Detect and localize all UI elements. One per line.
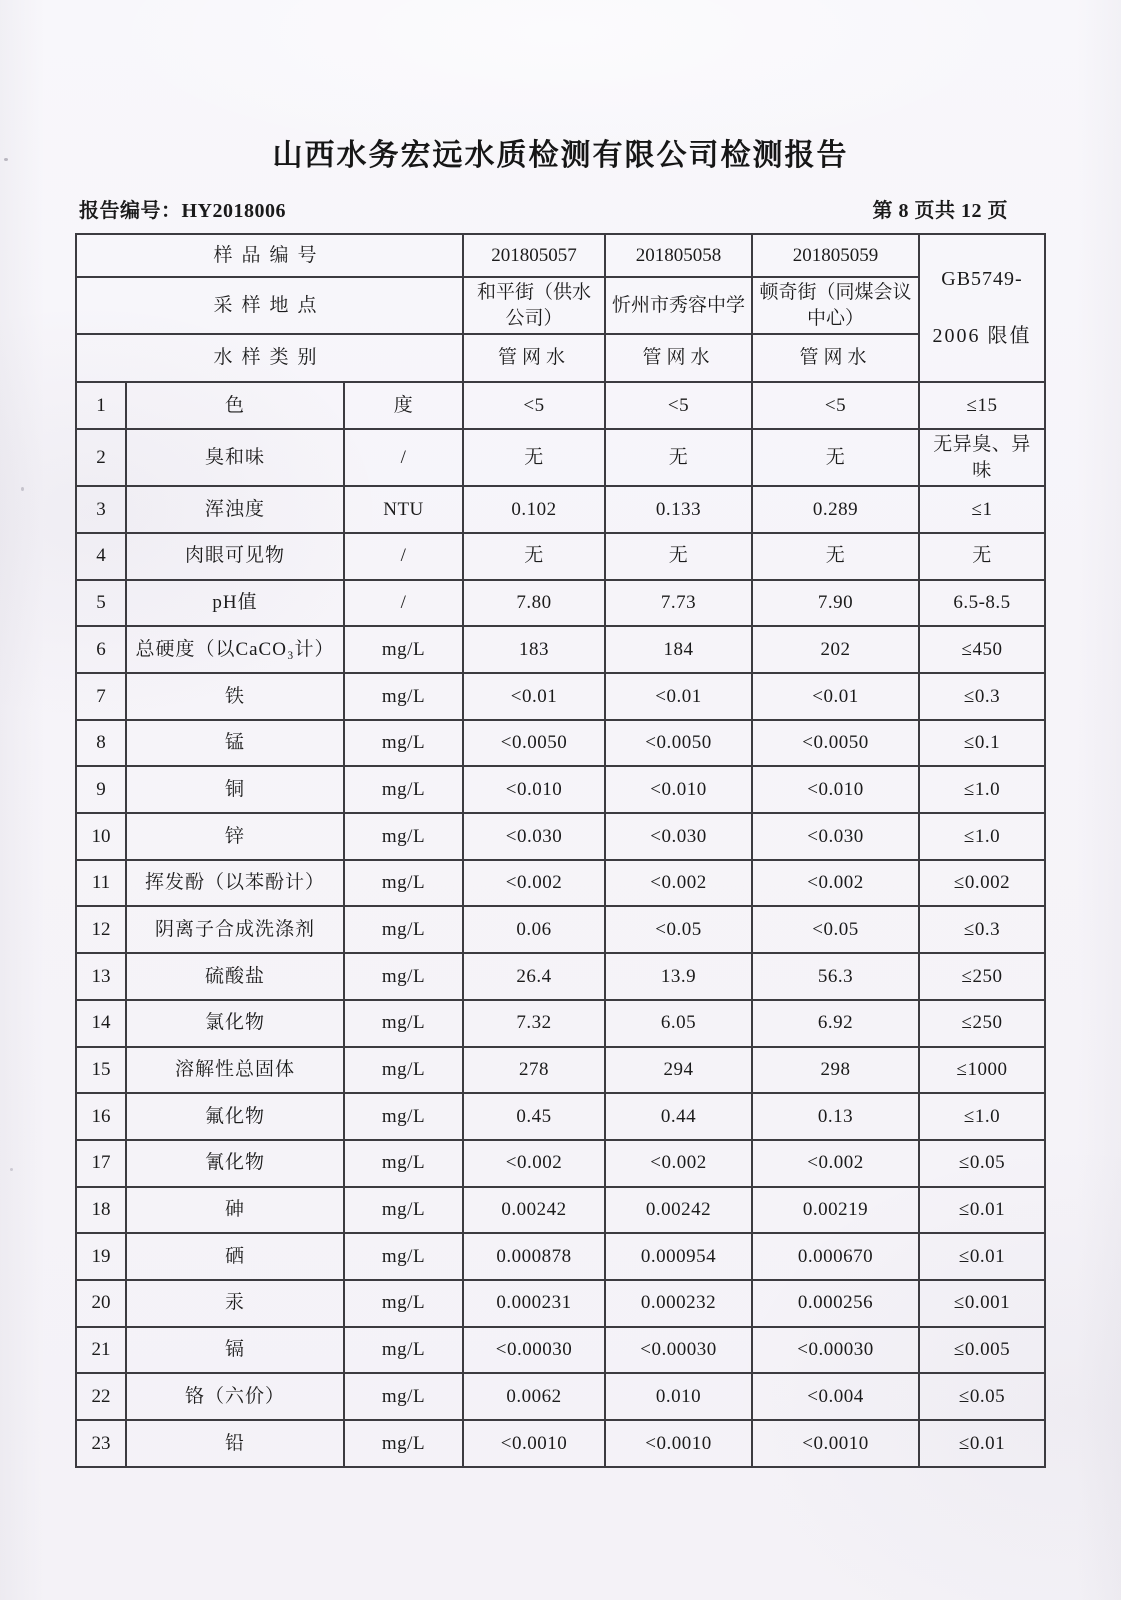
sample2-value: <0.010 bbox=[605, 766, 752, 813]
sample2-value: 0.00242 bbox=[605, 1187, 752, 1234]
sample1-value: 0.102 bbox=[463, 486, 605, 533]
limit-standard-header bbox=[919, 234, 1045, 382]
param-unit: mg/L bbox=[344, 1093, 463, 1140]
table-row bbox=[76, 860, 1045, 907]
param-name: 总硬度（以CaCO₃计） bbox=[126, 626, 344, 673]
param-unit: mg/L bbox=[344, 1233, 463, 1280]
sample3-value: <0.0010 bbox=[752, 1420, 919, 1467]
limit-value: ≤0.3 bbox=[919, 906, 1045, 953]
limit-value: ≤1 bbox=[919, 486, 1045, 533]
sample2-value: 0.000954 bbox=[605, 1233, 752, 1280]
table-row bbox=[76, 1327, 1045, 1374]
param-name: pH值 bbox=[126, 580, 344, 627]
table-row bbox=[76, 382, 1045, 429]
param-unit: / bbox=[344, 533, 463, 580]
sample2-value: 6.05 bbox=[605, 1000, 752, 1047]
sample2-value: <0.030 bbox=[605, 813, 752, 860]
sample2-value: 7.73 bbox=[605, 580, 752, 627]
sample3-value: 0.289 bbox=[752, 486, 919, 533]
scan-speck bbox=[21, 487, 24, 491]
param-name: 浑浊度 bbox=[126, 486, 344, 533]
row-number: 10 bbox=[76, 813, 126, 860]
sample3-value: <0.0050 bbox=[752, 720, 919, 767]
sample1-value: 无 bbox=[463, 533, 605, 580]
sample1-value: 无 bbox=[463, 429, 605, 486]
sample1-value: 0.000878 bbox=[463, 1233, 605, 1280]
param-name: 锰 bbox=[126, 720, 344, 767]
row-number: 1 bbox=[76, 382, 126, 429]
param-name: 铜 bbox=[126, 766, 344, 813]
sample3-value: 0.13 bbox=[752, 1093, 919, 1140]
limit-value: 无异臭、异味 bbox=[919, 429, 1045, 486]
param-name: 氯化物 bbox=[126, 1000, 344, 1047]
table-row bbox=[76, 1233, 1045, 1280]
limit-value: ≤1.0 bbox=[919, 766, 1045, 813]
param-unit: mg/L bbox=[344, 720, 463, 767]
sample2-value: 0.000232 bbox=[605, 1280, 752, 1327]
sample1-value: <5 bbox=[463, 382, 605, 429]
page-indicator: 第 8 页共 12 页 bbox=[872, 200, 1008, 222]
sample2-value: <0.002 bbox=[605, 1140, 752, 1187]
param-unit: mg/L bbox=[344, 766, 463, 813]
sampling-location: 顿奇街（同煤会议中心） bbox=[752, 277, 919, 334]
param-name: 硒 bbox=[126, 1233, 344, 1280]
param-name: 阴离子合成洗涤剂 bbox=[126, 906, 344, 953]
param-name: 锌 bbox=[126, 813, 344, 860]
limit-value: ≤0.3 bbox=[919, 673, 1045, 720]
table-row bbox=[76, 486, 1045, 533]
sample3-value: 无 bbox=[752, 533, 919, 580]
row-number: 13 bbox=[76, 953, 126, 1000]
sample3-value: 7.90 bbox=[752, 580, 919, 627]
row-number: 9 bbox=[76, 766, 126, 813]
sample-id-label: 样品编号 bbox=[76, 234, 463, 277]
param-name: 硫酸盐 bbox=[126, 953, 344, 1000]
row-number: 4 bbox=[76, 533, 126, 580]
header-row-sample-id bbox=[76, 234, 1045, 277]
sample1-value: <0.030 bbox=[463, 813, 605, 860]
limit-value: 无 bbox=[919, 533, 1045, 580]
sample2-value: <0.002 bbox=[605, 860, 752, 907]
sample3-value: 0.000670 bbox=[752, 1233, 919, 1280]
limit-value: ≤1.0 bbox=[919, 813, 1045, 860]
sample1-value: <0.002 bbox=[463, 1140, 605, 1187]
water-quality-table bbox=[75, 233, 1046, 1468]
report-meta-row bbox=[79, 194, 1008, 223]
sample2-value: 0.44 bbox=[605, 1093, 752, 1140]
sample3-value: <0.004 bbox=[752, 1373, 919, 1420]
limit-value: ≤15 bbox=[919, 382, 1045, 429]
table-row bbox=[76, 1047, 1045, 1094]
table-row bbox=[76, 1140, 1045, 1187]
param-unit: mg/L bbox=[344, 1047, 463, 1094]
limit-value: ≤0.002 bbox=[919, 860, 1045, 907]
table-row bbox=[76, 720, 1045, 767]
sample-type: 管网水 bbox=[463, 334, 605, 382]
row-number: 15 bbox=[76, 1047, 126, 1094]
row-number: 12 bbox=[76, 906, 126, 953]
param-unit: mg/L bbox=[344, 1280, 463, 1327]
param-name: 砷 bbox=[126, 1187, 344, 1234]
header-row-location bbox=[76, 277, 1045, 334]
row-number: 5 bbox=[76, 580, 126, 627]
param-name: 氰化物 bbox=[126, 1140, 344, 1187]
param-unit: mg/L bbox=[344, 953, 463, 1000]
table-row bbox=[76, 906, 1045, 953]
param-name: 挥发酚（以苯酚计） bbox=[126, 860, 344, 907]
limit-value: ≤0.01 bbox=[919, 1233, 1045, 1280]
sample1-value: <0.0010 bbox=[463, 1420, 605, 1467]
sample2-value: <5 bbox=[605, 382, 752, 429]
sample1-value: 0.0062 bbox=[463, 1373, 605, 1420]
limit-value: ≤450 bbox=[919, 626, 1045, 673]
param-name: 氟化物 bbox=[126, 1093, 344, 1140]
sampling-location: 和平街（供水公司） bbox=[463, 277, 605, 334]
sampling-location: 忻州市秀容中学 bbox=[605, 277, 752, 334]
sample1-value: 7.32 bbox=[463, 1000, 605, 1047]
row-number: 17 bbox=[76, 1140, 126, 1187]
param-name: 镉 bbox=[126, 1327, 344, 1374]
sample2-value: 294 bbox=[605, 1047, 752, 1094]
limit-value: ≤250 bbox=[919, 1000, 1045, 1047]
param-unit: NTU bbox=[344, 486, 463, 533]
table-row bbox=[76, 673, 1045, 720]
limit-standard-line1: GB5749- bbox=[941, 268, 1023, 291]
row-number: 20 bbox=[76, 1280, 126, 1327]
row-number: 19 bbox=[76, 1233, 126, 1280]
row-number: 3 bbox=[76, 486, 126, 533]
report-number: 报告编号：HY2018006 bbox=[79, 200, 286, 222]
table-row bbox=[76, 1280, 1045, 1327]
sample1-value: 0.06 bbox=[463, 906, 605, 953]
sample2-value: <0.05 bbox=[605, 906, 752, 953]
sample2-value: 0.010 bbox=[605, 1373, 752, 1420]
sample3-value: <0.01 bbox=[752, 673, 919, 720]
table-row bbox=[76, 533, 1045, 580]
scan-speck bbox=[10, 1168, 13, 1171]
sample-type: 管网水 bbox=[605, 334, 752, 382]
limit-value: ≤0.05 bbox=[919, 1373, 1045, 1420]
sample1-value: <0.002 bbox=[463, 860, 605, 907]
sample2-value: <0.01 bbox=[605, 673, 752, 720]
sample2-value: 无 bbox=[605, 429, 752, 486]
sample3-value: <0.002 bbox=[752, 860, 919, 907]
row-number: 21 bbox=[76, 1327, 126, 1374]
sample2-value: 184 bbox=[605, 626, 752, 673]
sample1-value: 26.4 bbox=[463, 953, 605, 1000]
table-row bbox=[76, 429, 1045, 486]
limit-value: ≤1.0 bbox=[919, 1093, 1045, 1140]
param-name: 溶解性总固体 bbox=[126, 1047, 344, 1094]
sample1-value: 0.00242 bbox=[463, 1187, 605, 1234]
limit-value: ≤0.05 bbox=[919, 1140, 1045, 1187]
row-number: 8 bbox=[76, 720, 126, 767]
param-unit: mg/L bbox=[344, 1140, 463, 1187]
limit-value: ≤0.1 bbox=[919, 720, 1045, 767]
table-row bbox=[76, 953, 1045, 1000]
table-row bbox=[76, 1187, 1045, 1234]
sample3-value: 无 bbox=[752, 429, 919, 486]
row-number: 16 bbox=[76, 1093, 126, 1140]
location-label: 采样地点 bbox=[76, 277, 463, 334]
param-name: 铁 bbox=[126, 673, 344, 720]
sample2-value: 无 bbox=[605, 533, 752, 580]
row-number: 14 bbox=[76, 1000, 126, 1047]
param-unit: mg/L bbox=[344, 813, 463, 860]
sample3-value: <5 bbox=[752, 382, 919, 429]
param-unit: / bbox=[344, 429, 463, 486]
sample-type-label: 水样类别 bbox=[76, 334, 463, 382]
sample3-value: <0.05 bbox=[752, 906, 919, 953]
sample3-value: 0.000256 bbox=[752, 1280, 919, 1327]
sample2-value: <0.00030 bbox=[605, 1327, 752, 1374]
row-number: 22 bbox=[76, 1373, 126, 1420]
table-row bbox=[76, 1000, 1045, 1047]
sample3-value: 0.00219 bbox=[752, 1187, 919, 1234]
row-number: 11 bbox=[76, 860, 126, 907]
param-name: 臭和味 bbox=[126, 429, 344, 486]
table-row bbox=[76, 1420, 1045, 1467]
table-row bbox=[76, 813, 1045, 860]
limit-value: ≤0.001 bbox=[919, 1280, 1045, 1327]
sample3-value: 6.92 bbox=[752, 1000, 919, 1047]
sample3-value: 298 bbox=[752, 1047, 919, 1094]
param-name: 色 bbox=[126, 382, 344, 429]
results-body bbox=[76, 382, 1045, 1466]
row-number: 18 bbox=[76, 1187, 126, 1234]
param-unit: mg/L bbox=[344, 1187, 463, 1234]
limit-standard-line2: 2006 限值 bbox=[932, 325, 1032, 348]
param-name: 铅 bbox=[126, 1420, 344, 1467]
header-row-type bbox=[76, 334, 1045, 382]
sample1-value: 183 bbox=[463, 626, 605, 673]
sample-id: 201805059 bbox=[752, 234, 919, 277]
sample1-value: 278 bbox=[463, 1047, 605, 1094]
sample2-value: <0.0050 bbox=[605, 720, 752, 767]
param-unit: mg/L bbox=[344, 906, 463, 953]
param-unit: mg/L bbox=[344, 1327, 463, 1374]
param-unit: mg/L bbox=[344, 673, 463, 720]
param-unit: mg/L bbox=[344, 1373, 463, 1420]
param-unit: mg/L bbox=[344, 860, 463, 907]
row-number: 6 bbox=[76, 626, 126, 673]
sample1-value: <0.0050 bbox=[463, 720, 605, 767]
limit-value: 6.5-8.5 bbox=[919, 580, 1045, 627]
sample1-value: 7.80 bbox=[463, 580, 605, 627]
param-unit: / bbox=[344, 580, 463, 627]
param-name: 汞 bbox=[126, 1280, 344, 1327]
limit-value: ≤0.005 bbox=[919, 1327, 1045, 1374]
sample1-value: <0.010 bbox=[463, 766, 605, 813]
param-unit: mg/L bbox=[344, 1420, 463, 1467]
param-unit: mg/L bbox=[344, 1000, 463, 1047]
page-title: 山西水务宏远水质检测有限公司检测报告 bbox=[272, 139, 849, 172]
row-number: 2 bbox=[76, 429, 126, 486]
sample1-value: 0.45 bbox=[463, 1093, 605, 1140]
limit-value: ≤250 bbox=[919, 953, 1045, 1000]
row-number: 7 bbox=[76, 673, 126, 720]
row-number: 23 bbox=[76, 1420, 126, 1467]
sample3-value: <0.00030 bbox=[752, 1327, 919, 1374]
sample3-value: 202 bbox=[752, 626, 919, 673]
table-row bbox=[76, 626, 1045, 673]
table-header bbox=[76, 234, 1045, 382]
sample2-value: 13.9 bbox=[605, 953, 752, 1000]
sample1-value: 0.000231 bbox=[463, 1280, 605, 1327]
limit-value: ≤0.01 bbox=[919, 1187, 1045, 1234]
sample3-value: <0.002 bbox=[752, 1140, 919, 1187]
sample3-value: 56.3 bbox=[752, 953, 919, 1000]
sample-type: 管网水 bbox=[752, 334, 919, 382]
table-row bbox=[76, 766, 1045, 813]
sample3-value: <0.030 bbox=[752, 813, 919, 860]
sample3-value: <0.010 bbox=[752, 766, 919, 813]
param-unit: 度 bbox=[344, 382, 463, 429]
table-row bbox=[76, 580, 1045, 627]
limit-value: ≤1000 bbox=[919, 1047, 1045, 1094]
sample1-value: <0.01 bbox=[463, 673, 605, 720]
table-row bbox=[76, 1373, 1045, 1420]
sample-id: 201805058 bbox=[605, 234, 752, 277]
param-name: 铬（六价） bbox=[126, 1373, 344, 1420]
sample2-value: <0.0010 bbox=[605, 1420, 752, 1467]
param-name: 肉眼可见物 bbox=[126, 533, 344, 580]
param-unit: mg/L bbox=[344, 626, 463, 673]
sample2-value: 0.133 bbox=[605, 486, 752, 533]
sample1-value: <0.00030 bbox=[463, 1327, 605, 1374]
limit-value: ≤0.01 bbox=[919, 1420, 1045, 1467]
sample-id: 201805057 bbox=[463, 234, 605, 277]
table-row bbox=[76, 1093, 1045, 1140]
